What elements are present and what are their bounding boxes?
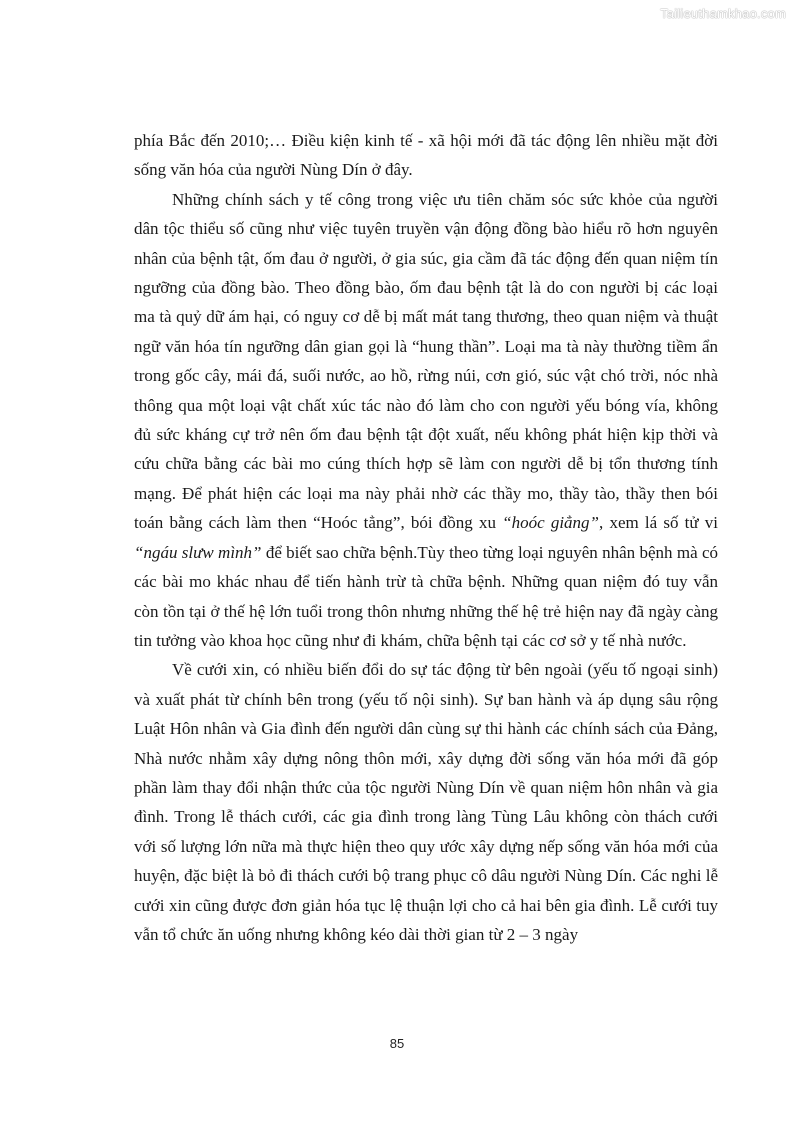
paragraph-wedding-customs: Về cưới xin, có nhiều biến đổi do sự tác động từ bên ngoài (yếu tố ngoại sinh) và xuất phát từ chính bên trong (yếu tố nội sinh). Sự ban hành và áp dụng sâu rộng Luật Hôn nhân và Gia đình đến người dân cùng sự thi hành các chính sách của Đảng, Nhà nước nhằm xây dựng nông thôn mới, xây dựng đời sống văn hóa mới đã góp phần làm thay đổi nhận thức của tộc người Nùng Dín về quan niệm hôn nhân và gia đình. Trong lễ thách cưới, các gia đình trong làng Tùng Lâu không còn thách cưới với số lượng lớn nữa mà thực hiện theo quy ước xây dựng nếp sống văn hóa mới của huyện, đặc biệt là bỏ đi thách cưới bộ trang phục cô dâu người Nùng Dín. Các nghi lễ cưới xin cũng được đơn giản hóa tục lệ thuận lợi cho cả hai bên gia đình. Lễ cưới tuy vẫn tổ chức ăn uống nhưng không kéo dài thời gian từ 2 – 3 ngày (134, 660, 718, 944)
paragraph-text: , xem lá số tử vi (599, 513, 718, 533)
paragraph-text: để biết sao chữa bệnh.Tùy theo từng loại nguyên nhân bệnh mà có các bài mo khác nhau để tiến hành trừ tà chữa bệnh. Những quan niệm đó tuy vẫn còn tồn tại ở thế hệ lớn tuổi trong thôn nhưng những thế hệ trẻ hiện nay đã ngày càng tin tưởng vào khoa học cũng như đi khám, chữa bệnh tại các cơ sở y tế nhà nước. (134, 542, 718, 650)
paragraph-health-beliefs (134, 185, 718, 656)
page-number: 85 (389, 1036, 405, 1051)
paragraph-text: Những chính sách y tế công trong việc ưu tiên chăm sóc sức khỏe của người dân tộc thiểu số cũng như việc tuyên truyền vận động đồng bào hiểu rõ hơn nguyên nhân của bệnh tật, ốm đau ở người, ở gia súc, gia cầm đã tác động đến quan niệm tín ngưỡng của đồng bào. Theo đồng bào, ốm đau bệnh tật là do con người bị các loại ma tà quỷ dữ ám hại, có nguy cơ dễ bị mất mát tang thương, theo quan niệm và thuật ngữ văn hóa tín ngưỡng dân gian gọi là “hung thần”. Loại ma tà này thường tiềm ẩn trong gốc cây, mái đá, suối nước, ao hồ, rừng núi, cơn gió, súc vật chó trời, nóc nhà thông qua một loại vật chất xúc tác nào đó làm cho con người yếu bóng vía, không đủ sức kháng cự trở nên ốm đau bệnh tật đột xuất, nếu không phát hiện kịp thời và cứu chữa bằng các bài mo cúng thích hợp sẽ làm con người dễ bị tổn thương tính mạng. Để phát hiện các loại ma này phải nhờ các thầy mo, thầy tào, thầy then bói toán bằng cách làm then “Hoóc tẳng”, bói đồng xu (134, 189, 718, 533)
watermark-text: Tailieuthamkhao.com (660, 6, 786, 21)
italic-term-hooc-giang: “hoóc giẳng” (502, 513, 600, 533)
page-body (134, 126, 718, 949)
italic-term-ngau-slu-minh: “ngáu slưw mình” (134, 542, 262, 562)
paragraph-continued: phía Bắc đến 2010;… Điều kiện kinh tế - xã hội mới đã tác động lên nhiều mặt đời sống văn hóa của người Nùng Dín ở đây. (134, 131, 718, 180)
